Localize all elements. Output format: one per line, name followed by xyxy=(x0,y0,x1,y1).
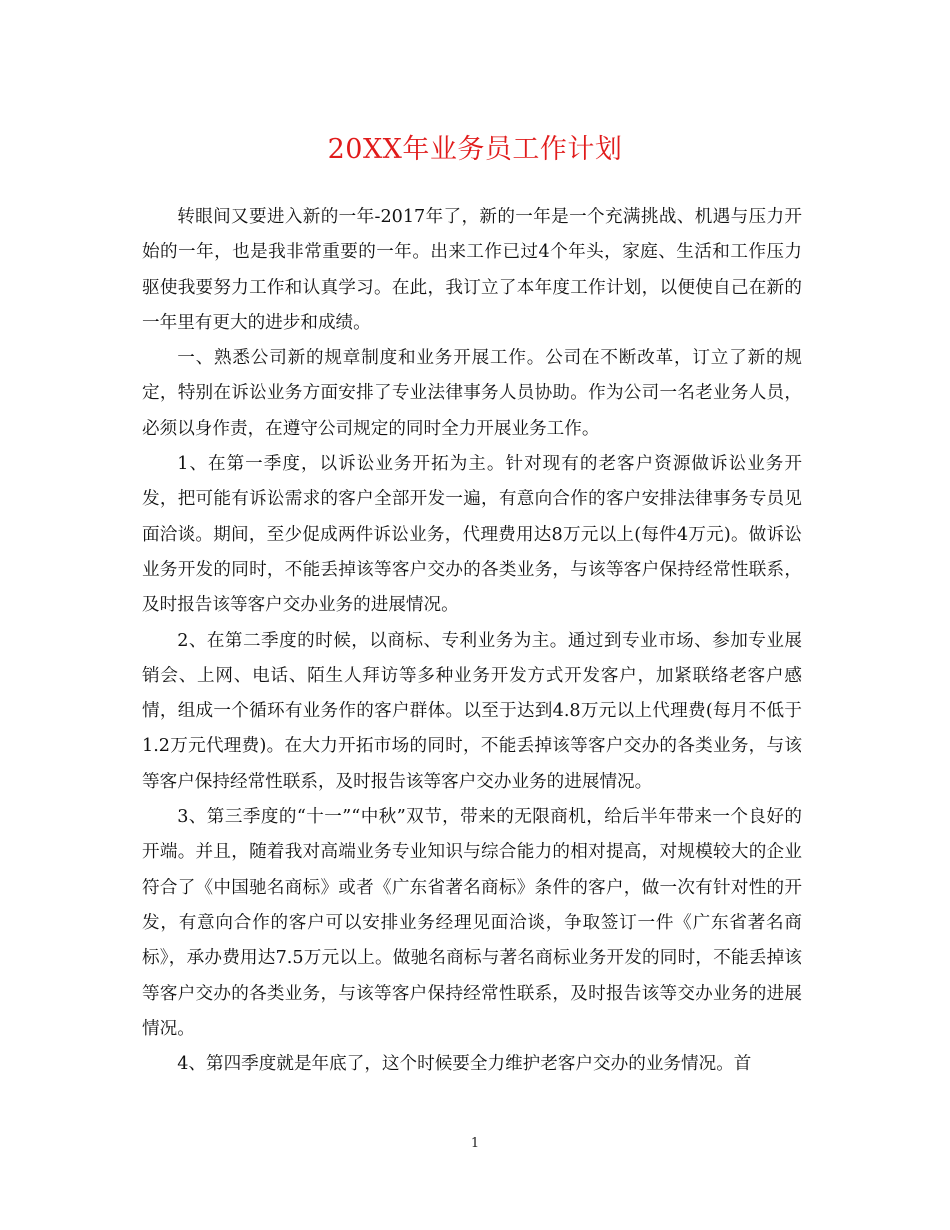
paragraph-q3: 3、第三季度的“十一”“中秋”双节，带来的无限商机，给后半年带来一个良好的开端。并且，随着我对高端业务专业知识与综合能力的相对提高，对规模较大的企业符合了《中国驰名商标》或者《广东省著名商标》条件的客户，做一次有针对性的开发，有意向合作的客户可以安排业务经理见面洽谈，争取签订一件《广东省著名商标》，承办费用达7.5万元以上。做驰名商标与著名商标业务开发的同时，不能丢掉该等客户交办的各类业务，与该等客户保持经常性联系，及时报告该等交办业务的进展情况。 xyxy=(142,807,802,1039)
paragraph-q4: 4、第四季度就是年底了，这个时候要全力维护老客户交办的业务情况。首 xyxy=(177,1054,752,1075)
paragraph-q2: 2、在第二季度的时候，以商标、专利业务为主。通过到专业市场、参加专业展销会、上网、电话、陌生人拜访等多种业务开发方式开发客户，加紧联络老客户感情，组成一个循环有业务作的客户群体。以至于达到4.8万元以上代理费(每月不低于1.2万元代理费)。在大力开拓市场的同时，不能丢掉该等客户交办的各类业务，与该等客户保持经常性联系，及时报告该等客户交办业务的进展情况。 xyxy=(142,630,802,792)
document-body xyxy=(142,200,802,1082)
paragraph-intro: 转眼间又要进入新的一年-2017年了，新的一年是一个充满挑战、机遇与压力开始的一年，也是我非常重要的一年。出来工作已过4个年头，家庭、生活和工作压力驱使我要努力工作和认真学习。在此，我订立了本年度工作计划，以便使自己在新的一年里有更大的进步和成绩。 xyxy=(142,207,802,333)
document-title: 20XX年业务员工作计划 xyxy=(327,134,623,165)
page-number: 1 xyxy=(470,1136,480,1151)
paragraph-section-1: 一、熟悉公司新的规章制度和业务开展工作。公司在不断改革，订立了新的规定，特别在诉讼业务方面安排了专业法律事务人员协助。作为公司一名老业务人员，必须以身作责，在遵守公司规定的同时全力开展业务工作。 xyxy=(142,348,802,439)
paragraph-q1: 1、在第一季度，以诉讼业务开拓为主。针对现有的老客户资源做诉讼业务开发，把可能有诉讼需求的客户全部开发一遍，有意向合作的客户安排法律事务专员见面洽谈。期间，至少促成两件诉讼业务，代理费用达8万元以上(每件4万元)。做诉讼业务开发的同时，不能丢掉该等客户交办的各类业务，与该等客户保持经常性联系，及时报告该等客户交办业务的进展情况。 xyxy=(142,454,802,616)
